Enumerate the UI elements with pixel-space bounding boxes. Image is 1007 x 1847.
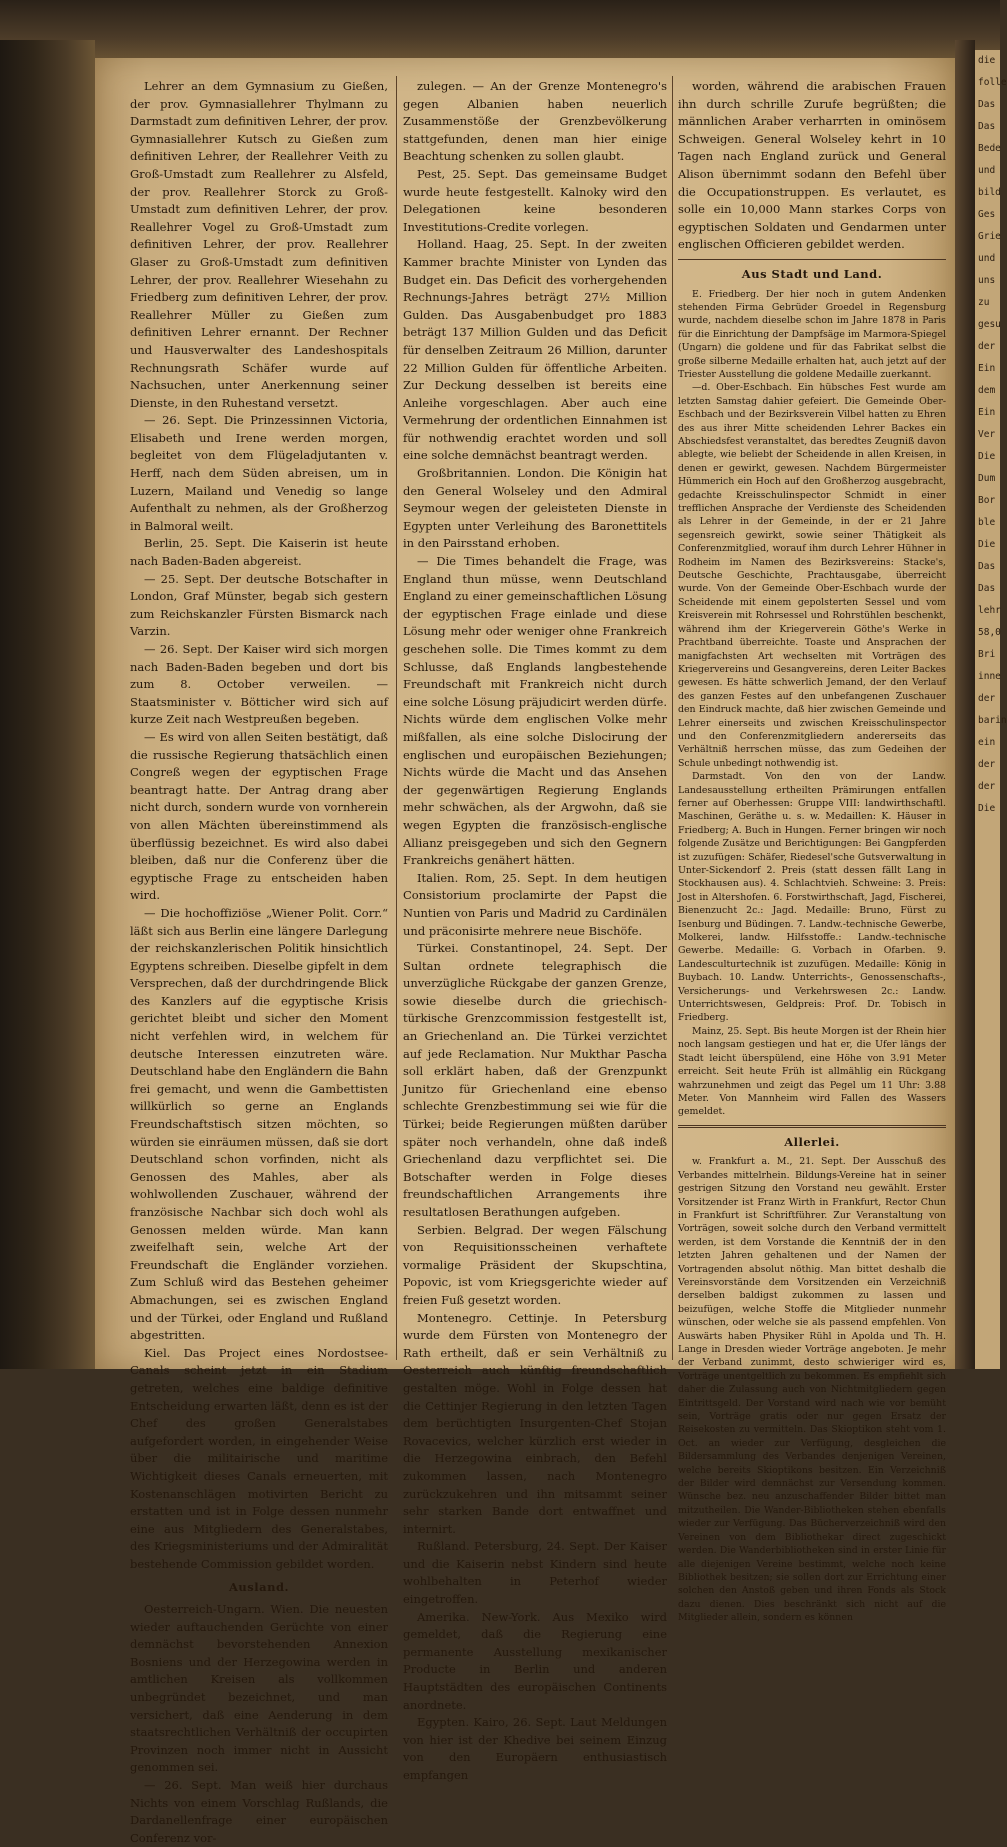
article-paragraph: Kiel. Das Project eines Nordostsee-Canals scheint jetzt in ein Stadium getreten, welches eine baldige definitive Entscheidung erwarten läßt, denn es ist der Chef des großen Generalstabes aufgefordert worden, in eingehender Weise über die militairische und maritime Wichtigkeit dieses Canals erneuerten, mit Kostenanschlägen motivirten Bericht zu erstatten und ist in Folge dessen nunmehr eine aus Mitgliedern des Generalstabes, des Kriegsministeriums und der Admiralität bestehende Commission gebildet worden. <box>130 1345 388 1571</box>
heading-allerlei: Allerlei. <box>784 1134 840 1149</box>
heading-ausland: Ausland. <box>229 1580 289 1595</box>
next-page-fragment: Bri <box>978 649 996 660</box>
article-paragraph: — Die Times behandelt die Frage, was England thun müsse, wenn Deutschland England zu einer gemeinschaftlichen Lösung der egyptischen Frage einlade und diese Lösung mehr oder weniger ohne Frankreich geschehen solle. Die Times kommt zu dem Schlusse, daß Englands langbestehende Freundschaft mit Frankreich nicht durch eine solche Lösung präjudicirt werden dürfe. Nichts würde dem englischen Volke mehr mißfallen, als eine solche Dislocirung der englischen und europäischen Beziehungen; Nichts würde die Macht und das Ansehen der gegenwärtigen Regierung Englands mehr schwächen, als der Argwohn, daß sie wegen Egypten die französisch-englische Allianz preisgegeben und sich den Gegnern Frankreichs genähert hätten. <box>403 554 667 868</box>
column-rule-2 <box>672 76 673 1360</box>
article-paragraph: worden, während die arabischen Frauen ihn durch schrille Zurufe begrüßten; die männlichen Araber verharrten in ominösem Schweigen. General Wolseley kehrt in 10 Tagen nach England zurück und General Alison übernimmt sodann den Befehl über die Occupationstruppen. Es verlautet, es solle ein 10,000 Mann starkes Corps von egyptischen Soldaten und Gendarmen unter englischen Officieren gebildet werden. <box>678 79 946 252</box>
next-page-fragment: dem <box>978 385 996 396</box>
article-paragraph: Oesterreich-Ungarn. Wien. Die neuesten wieder auftauchenden Gerüchte von einer demnächst bevorstehenden Annexion Bosniens und der Herzegowina werden in amtlichen Kreisen als vollkommen unbegründet bezeichnet, und man versichert, daß eine Aenderung in dem staatsrechtlichen Verhältniß der occupirten Provinzen noch immer nicht in Aussicht genommen sei. <box>130 1602 388 1775</box>
heading-stadt-und-land: Aus Stadt und Land. <box>741 266 883 281</box>
column-rule-1 <box>396 76 397 1360</box>
next-page-fragment: und <box>978 165 996 176</box>
article-paragraph: Italien. Rom, 25. Sept. In dem heutigen Consistorium proclamirte der Papst die Nuntien von Paris und Madrid zu Cardinälen und präconisirte mehrere neue Bischöfe. <box>403 870 667 938</box>
next-page-fragment: Bede <box>978 143 1001 154</box>
ausland-paragraphs <box>130 1601 388 1847</box>
next-page-fragment: Die <box>978 803 996 814</box>
article-paragraph: Darmstadt. Von den von der Landw. Landesausstellung ertheilten Prämirungen entfallen ferner auf Oberhessen: Gruppe VIII: landwirthschaftl. Maschinen, Geräthe u. s. w. Medaillen: K. Häuser in Friedberg; A. Buch in Hungen. Ferner bringen wir noch folgende Zusätze und Berichtigungen: Bei Gangpferden ist zuzufügen: Schäfer, Riedesel'sche Gutsverwaltung in Unter-Sickendorf 2. Preis (statt dessen fällt Lang in Stockhausen aus). 4. Schlachtvieh. Schweine: 3. Preis: Jost in Altershofen. 6. Forstwirthschaft, Jagd, Fischerei, Bienenzucht 2c.: Jagd. Medaille: Bruno, Fürst zu Isenburg und Büdingen. 7. Landw.-technische Gewerbe, Molkerei, landw. Hilfsstoffe.: Landw.-technische Gewerbe. Medaille: G. Vorbach in Ofarben. 9. Landesculturtechnik ist zuzufügen. Medaille: König in Buybach. 10. Landw. Unterrichts-, Genossenschafts-, Versicherungs- und Verkehrswesen 2c.: Landw. Unterrichtswesen, Geldpreis: Prof. Dr. Tobisch in Friedberg. <box>678 771 946 1024</box>
article-paragraph: E. Friedberg. Der hier noch in gutem Andenken stehenden Firma Gebrüder Groedel in Regensburg wurde, nachdem dieselbe schon im Jahre 1878 in Paris für die Einrichtung der Dampfsäge im Marmora-Spiegel (Ungarn) die goldene und für das Fabrikat selbst die große silberne Medaille erhalten hat, auch jetzt auf der Triester Ausstellung die goldene Medaille zuerkannt. <box>678 288 946 380</box>
next-page-fragment: der <box>978 781 996 792</box>
left-paragraphs <box>130 78 388 1573</box>
section-divider-double <box>678 1125 946 1128</box>
article-paragraph: Holland. Haag, 25. Sept. In der zweiten Kammer brachte Minister von Lynden das Budget ein. Das Deficit des vorhergehenden Rechnungs-Jahres beträgt 27½ Million Gulden. Das Ausgabenbudget pro 1883 beträgt 137 Million Gulden und das Deficit für denselben Zeitraum 26 Million, darunter 22 Million Gulden für öffentliche Arbeiten. Zur Deckung desselben ist bereits eine Anleihe vorgeschlagen. Aber auch eine Vermehrung der ordentlichen Einnahmen ist für nothwendig erachtet worden und soll eine solche demnächst beantragt werden. <box>403 237 667 463</box>
next-page-fragment: Ges <box>978 209 996 220</box>
article-paragraph: Serbien. Belgrad. Der wegen Fälschung von Requisitionsscheinen verhaftete vormalige Präsident der Skupschtina, Popovic, ist vom Kriegsgerichte wieder auf freien Fuß gesetzt worden. <box>403 1222 667 1307</box>
book-binding <box>0 40 95 1369</box>
next-page-fragment: Die <box>978 539 996 550</box>
article-paragraph: — 26. Sept. Die Prinzessinnen Victoria, Elisabeth und Irene werden morgen, begleitet von dem Flügeladjutanten v. Herff, nach dem Süden abreisen, um in Luzern, Mailand und Venedig so lange Aufenthalt zu nehmen, als der Großherzog in Balmoral weilt. <box>130 413 388 533</box>
article-paragraph: w. Frankfurt a. M., 21. Sept. Der Ausschuß des Verbandes mittelrhein. Bildungs-Vereine hat in seiner gestrigen Sitzung den Vorstand neu gewählt. Erster Vorsitzender ist Franz Wirth in Frankfurt, Rector Chun in Frankfurt ist Schriftführer. Zur Veranstaltung von Vorträgen, soweit solche durch den Verband vermittelt werden, ist dem Vorstande die Kenntniß der in den letzten Jahren gehaltenen und der Namen der Vortragenden absolut nöthig. Man bittet deshalb die Vereinsvorstände dem Vorsitzenden ein Verzeichniß derselben baldigst zukommen zu lassen und beizufügen, welche Stoffe die Mitglieder nunmehr wünschen, oder welche sie als passend empfehlen. Von Auswärts haben Physiker Rühl in Apolda und Th. H. Lange in Dresden wieder Vorträge angeboten. Je mehr der Verband zunimmt, desto schwieriger wird es, Vorträge unentgeltlich zu bekommen. Es empfiehlt sich daher die Zulassung auch von Nichtmitgliedern gegen Eintrittsgeld. Der Vorstand wird nach wie vor bemüht sein, Vorträge gratis oder nur gegen Ersatz der Reisekosten zu vermitteln. Das Skioptikon steht vom 1. Oct. an wieder zur Verfügung, desgleichen die Bildersammlung des Verbandes denjenigen Vereinen, welche bereits Skioptikons besitzen. Ein Verzeichniß der Bilder wird demnächst zur Versendung kommen. Wünsche bez. neu anzuschaffender Bilder bittet man mitzutheilen. Die Wander-Bibliotheken stehen ebenfalls wieder zur Verfügung. Das Bücherverzeichniß wird den Vereinen von dem Bibliothekar direct zugeschickt werden. Die Wanderbibliotheken sind in erster Linie für alle diejenigen Vereine bestimmt, welche noch keine Bibliothek besitzen; sie sollen dort zur Errichtung einer solchen den Anstoß geben und ihren Fonds als Stock dazu dienen. Dies beschränkt sich nicht auf die Mitglieder allein, sondern es können <box>678 1156 946 1624</box>
next-page-fragment: Die <box>978 451 996 462</box>
next-page-fragment: bild <box>978 187 1001 198</box>
next-page-edge <box>975 50 1007 1369</box>
next-page-fragment: Dum <box>978 473 996 484</box>
stadt-paragraphs <box>678 288 946 1119</box>
next-page-fragment: der <box>978 341 996 352</box>
book-gutter <box>955 40 975 1369</box>
next-page-fragment: zu <box>978 297 990 308</box>
next-page-fragment: der <box>978 693 996 704</box>
next-page-fragment: uns <box>978 275 996 286</box>
next-page-fragment: die <box>978 55 996 66</box>
next-page-fragment: Bor <box>978 495 996 506</box>
next-page-fragment: und <box>978 253 996 264</box>
article-paragraph: Großbritannien. London. Die Königin hat den General Wolseley und den Admiral Seymour wegen der geleisteten Dienste in Egypten unter Verleihung des Baronettitels in den Pairsstand erhoben. <box>403 466 667 551</box>
article-paragraph: Pest, 25. Sept. Das gemeinsame Budget wurde heute festgestellt. Kalnoky wird den Delegationen keine besonderen Investitutions-Credite vorlegen. <box>403 166 667 234</box>
next-page-fragment: folle <box>978 77 1007 88</box>
article-paragraph: — 26. Sept. Man weiß hier durchaus Nichts von einem Vorschlag Rußlands, die Dardanellenfrage einer europäischen Conferenz vor- <box>130 1778 388 1845</box>
article-paragraph: — 26. Sept. Der Kaiser wird sich morgen nach Baden-Baden begeben und dort bis zum 8. October verweilen. — Staatsminister v. Bötticher wird sich auf kurze Zeit nach Westpreußen begeben. <box>130 642 388 727</box>
article-paragraph: Berlin, 25. Sept. Die Kaiserin ist heute nach Baden-Baden abgereist. <box>130 536 388 569</box>
middle-column <box>403 78 667 1782</box>
next-page-fragment: Grie <box>978 231 1001 242</box>
article-paragraph: —d. Ober-Eschbach. Ein hübsches Fest wurde am letzten Samstag dahier gefeiert. Die Gemeinde Ober-Eschbach und der Bezirksverein Vilbel hatten zu Ehren des aus ihrer Mitte scheidenden Lehrer Backes ein Abschiedsfest veranstaltet, das beredtes Zeugniß davon ablegte, wie beliebt der Scheidende in allen Kreisen, in denen er gewirkt, gewesen. Nachdem Bürgermeister Hümmerich ein Hoch auf den Großherzog ausgebracht, gedachte Kreisschulinspector Schmidt in einer trefflichen Ansprache der Verdienste des Scheidenden als Lehrer in der Gemeinde, in der er 21 Jahre segensreich gewirkt, sowie seiner Thätigkeit als Conferenzmitglied, worauf ihm durch Lehrer Hühner in Rodheim im Namen des Bezirksvereins: Stacke's, Deutsche Geschichte, Prachtausgabe, überreicht wurde. Von der Gemeinde Ober-Eschbach wurde der Scheidende mit einem gepolsterten Sessel und vom Kreisverein mit Rohrsessel und Rohrstühlen beschenkt, während ihm der Kriegerverein Göthe's Werke in Prachtband überreichte. Toaste und Ansprachen der manigfachsten Art wechselten mit Vorträgen des Kriegervereins und Gesangvereins, deren Leiter Backes gewesen. Es hätte schwerlich Jemand, der den Verlauf des ganzen Festes auf den unbefangenen Zuschauer den Eindruck machte, daß hier zwischen Gemeinde und Lehrer einerseits und zwischen Kreisschulinspector und den Conferenzmitgliedern andererseits das Verhältniß herrschen müsse, das zum Gedeihen der Schule unbedingt nothwendig ist. <box>678 382 946 769</box>
article-paragraph: — Es wird von allen Seiten bestätigt, daß die russische Regierung thatsächlich einen Congreß wegen der egyptischen Frage beantragt hatte. Der Antrag drang aber nicht durch, sondern wurde von vornherein von allen Mächten übereinstimmend als überflüssig bezeichnet. Es wird also dabei bleiben, daß nur die Conferenz über die egyptische Frage zu entscheiden haben wird. <box>130 729 388 903</box>
right-top-paragraphs <box>678 78 946 254</box>
next-page-fragment: Ein <box>978 363 996 374</box>
article-paragraph: Amerika. New-York. Aus Mexiko wird gemeldet, daß die Regierung eine permanente Ausstellung mexikanischer Producte in Berlin und anderen Hauptstädten des europäischen Continents anordnete. <box>403 1609 667 1712</box>
next-page-fragment: gesu <box>978 319 1001 330</box>
next-page-fragment: ein <box>978 737 996 748</box>
article-paragraph: Lehrer an dem Gymnasium zu Gießen, der prov. Gymnasiallehrer Thylmann zu Darmstadt zum definitiven Lehrer, der prov. Gymnasiallehrer Kutsch zu Gießen zum definitiven Lehrer, der Reallehrer Veith zu Groß-Umstadt zum Reallehrer zu Alsfeld, der prov. Reallehrer Storck zu Groß-Umstadt zum definitiven Lehrer, der prov. Reallehrer Vogel zu Groß-Umstadt zum definitiven Lehrer, der prov. Reallehrer Glaser zu Groß-Umstadt zum definitiven Lehrer, der prov. Reallehrer Wiesehahn zu Friedberg zum definitiven Lehrer, der prov. Reallehrer Müller zu Gießen zum definitiven Lehrer ernannt. Der Rechner und Hausverwalter des Landeshospitals Rechnungsrath Schäfer wurde auf Nachsuchen, unter Anerkennung seiner Dienste, in den Ruhestand versetzt. <box>130 79 388 410</box>
section-divider <box>678 259 946 260</box>
book-top-edge <box>0 0 1000 62</box>
allerlei-paragraphs <box>678 1155 946 1624</box>
article-paragraph: — 25. Sept. Der deutsche Botschafter in London, Graf Münster, begab sich gestern zum Reichskanzler Fürsten Bismarck nach Varzin. <box>130 571 388 639</box>
next-page-fragment: 58,0 <box>978 627 1001 638</box>
next-page-fragment: lehr <box>978 605 1001 616</box>
article-paragraph: — Die hochoffiziöse „Wiener Polit. Corr.“ läßt sich aus Berlin eine längere Darlegung der reichskanzlerischen Politik hinsichtlich Egyptens schreiben. Dieselbe gipfelt in dem Versprechen, daß der durchdringende Blick des Kanzlers auf die egyptische Krisis gerichtet bleibt und sicher den Moment nicht verfehlen wird, in welchem für deutsche Interessen einzutreten wäre. Deutschland habe den Engländern die Bahn frei gemacht, und wenn die Gambettisten willkürlich so gerne an Englands Freundschaftstisch sitzen möchten, so würden sie einräumen müssen, daß sie dort Deutschland schon vorfinden, nicht als Genossen des Mahles, aber als wohlwollenden Zuschauer, während der französische Nachbar sich doch wohl als Genossen melden würde. Man kann zweifelhaft sein, welche Art der Freundschaft die Engländer vorziehen. Zum Schluß wird das Bestehen geheimer Abmachungen, sei es zwischen England und der Türkei, oder England und Rußland abgestritten. <box>130 905 388 1343</box>
next-page-fragment: Das <box>978 561 996 572</box>
next-page-fragment: Das <box>978 583 996 594</box>
right-column <box>678 78 946 1624</box>
middle-paragraphs <box>403 78 667 1785</box>
article-paragraph: Türkei. Constantinopel, 24. Sept. Der Sultan ordnete telegraphisch die unverzügliche Rückgabe der ganzen Grenze, sowie dieselbe durch die griechisch-türkische Grenzcommission festgestellt ist, an Griechenland an. Die Türkei verzichtet auf jede Reclamation. Nur Mukthar Pascha soll erklärt haben, daß der Grenzpunkt Junitzo für Griechenland eine ebenso schlechte Grenzbestimmung sei wie für die Türkei; beide Regierungen müßten darüber später noch verhandeln, ohne daß indeß Griechenland dazu verpflichtet sei. Die Botschafter werden in Folge dieses freundschaftlichen Arrangements ihre resultatlosen Berathungen aufgeben. <box>403 941 667 1219</box>
next-page-fragment: Ein <box>978 407 996 418</box>
article-paragraph: Rußland. Petersburg, 24. Sept. Der Kaiser und die Kaiserin nebst Kindern sind heute wohlbehalten in Peterhof wieder eingetroffen. <box>403 1539 667 1607</box>
next-page-fragment: Das <box>978 99 996 110</box>
article-paragraph: Egypten. Kairo, 26. Sept. Laut Meldungen von hier ist der Khedive bei seinem Einzug von den Europäern enthusiastisch empfangen <box>403 1715 667 1782</box>
next-page-fragment: Das <box>978 121 996 132</box>
article-paragraph: zulegen. — An der Grenze Montenegro's gegen Albanien haben neuerlich Zusammenstöße der Grenzbevölkerung stattgefunden, denen man hier einige Beachtung schenken zu sollen glaubt. <box>403 79 667 164</box>
next-page-fragment: Ver <box>978 429 996 440</box>
article-paragraph: Mainz, 25. Sept. Bis heute Morgen ist der Rhein hier noch langsam gestiegen und hat er, die Ufer längs der Stadt leicht überspülend, eine Höhe von 3.91 Meter erreicht. Seit heute Früh ist allmählig ein Rückgang wahrzunehmen und zeigt das Pegel um 11 Uhr: 3.88 Meter. Von Mannheim wird Fallen des Wassers gemeldet. <box>678 1025 946 1118</box>
next-page-fragment: inne <box>978 671 1001 682</box>
next-page-fragment: barin <box>978 715 1007 726</box>
left-column <box>130 78 388 1845</box>
article-paragraph: Montenegro. Cettinje. In Petersburg wurde dem Fürsten von Montenegro der Rath ertheilt, daß er sein Verhältniß zu Oesterreich auch künftig freundschaftlich gestalten möge. Wohl in Folge dessen hat die Cettinjer Regierung in den letzten Tagen dem berüchtigten Insurgenten-Chef Stojan Rovacevics, welcher kürzlich erst wieder in die Herzegowina einbrach, den Befehl zukommen lassen, nach Montenegro zurückzukehren und ihn mitsammt seiner sehr starken Bande dort entwaffnet und internirt. <box>403 1310 667 1536</box>
next-page-fragment: der <box>978 759 996 770</box>
next-page-fragment: ble <box>978 517 996 528</box>
